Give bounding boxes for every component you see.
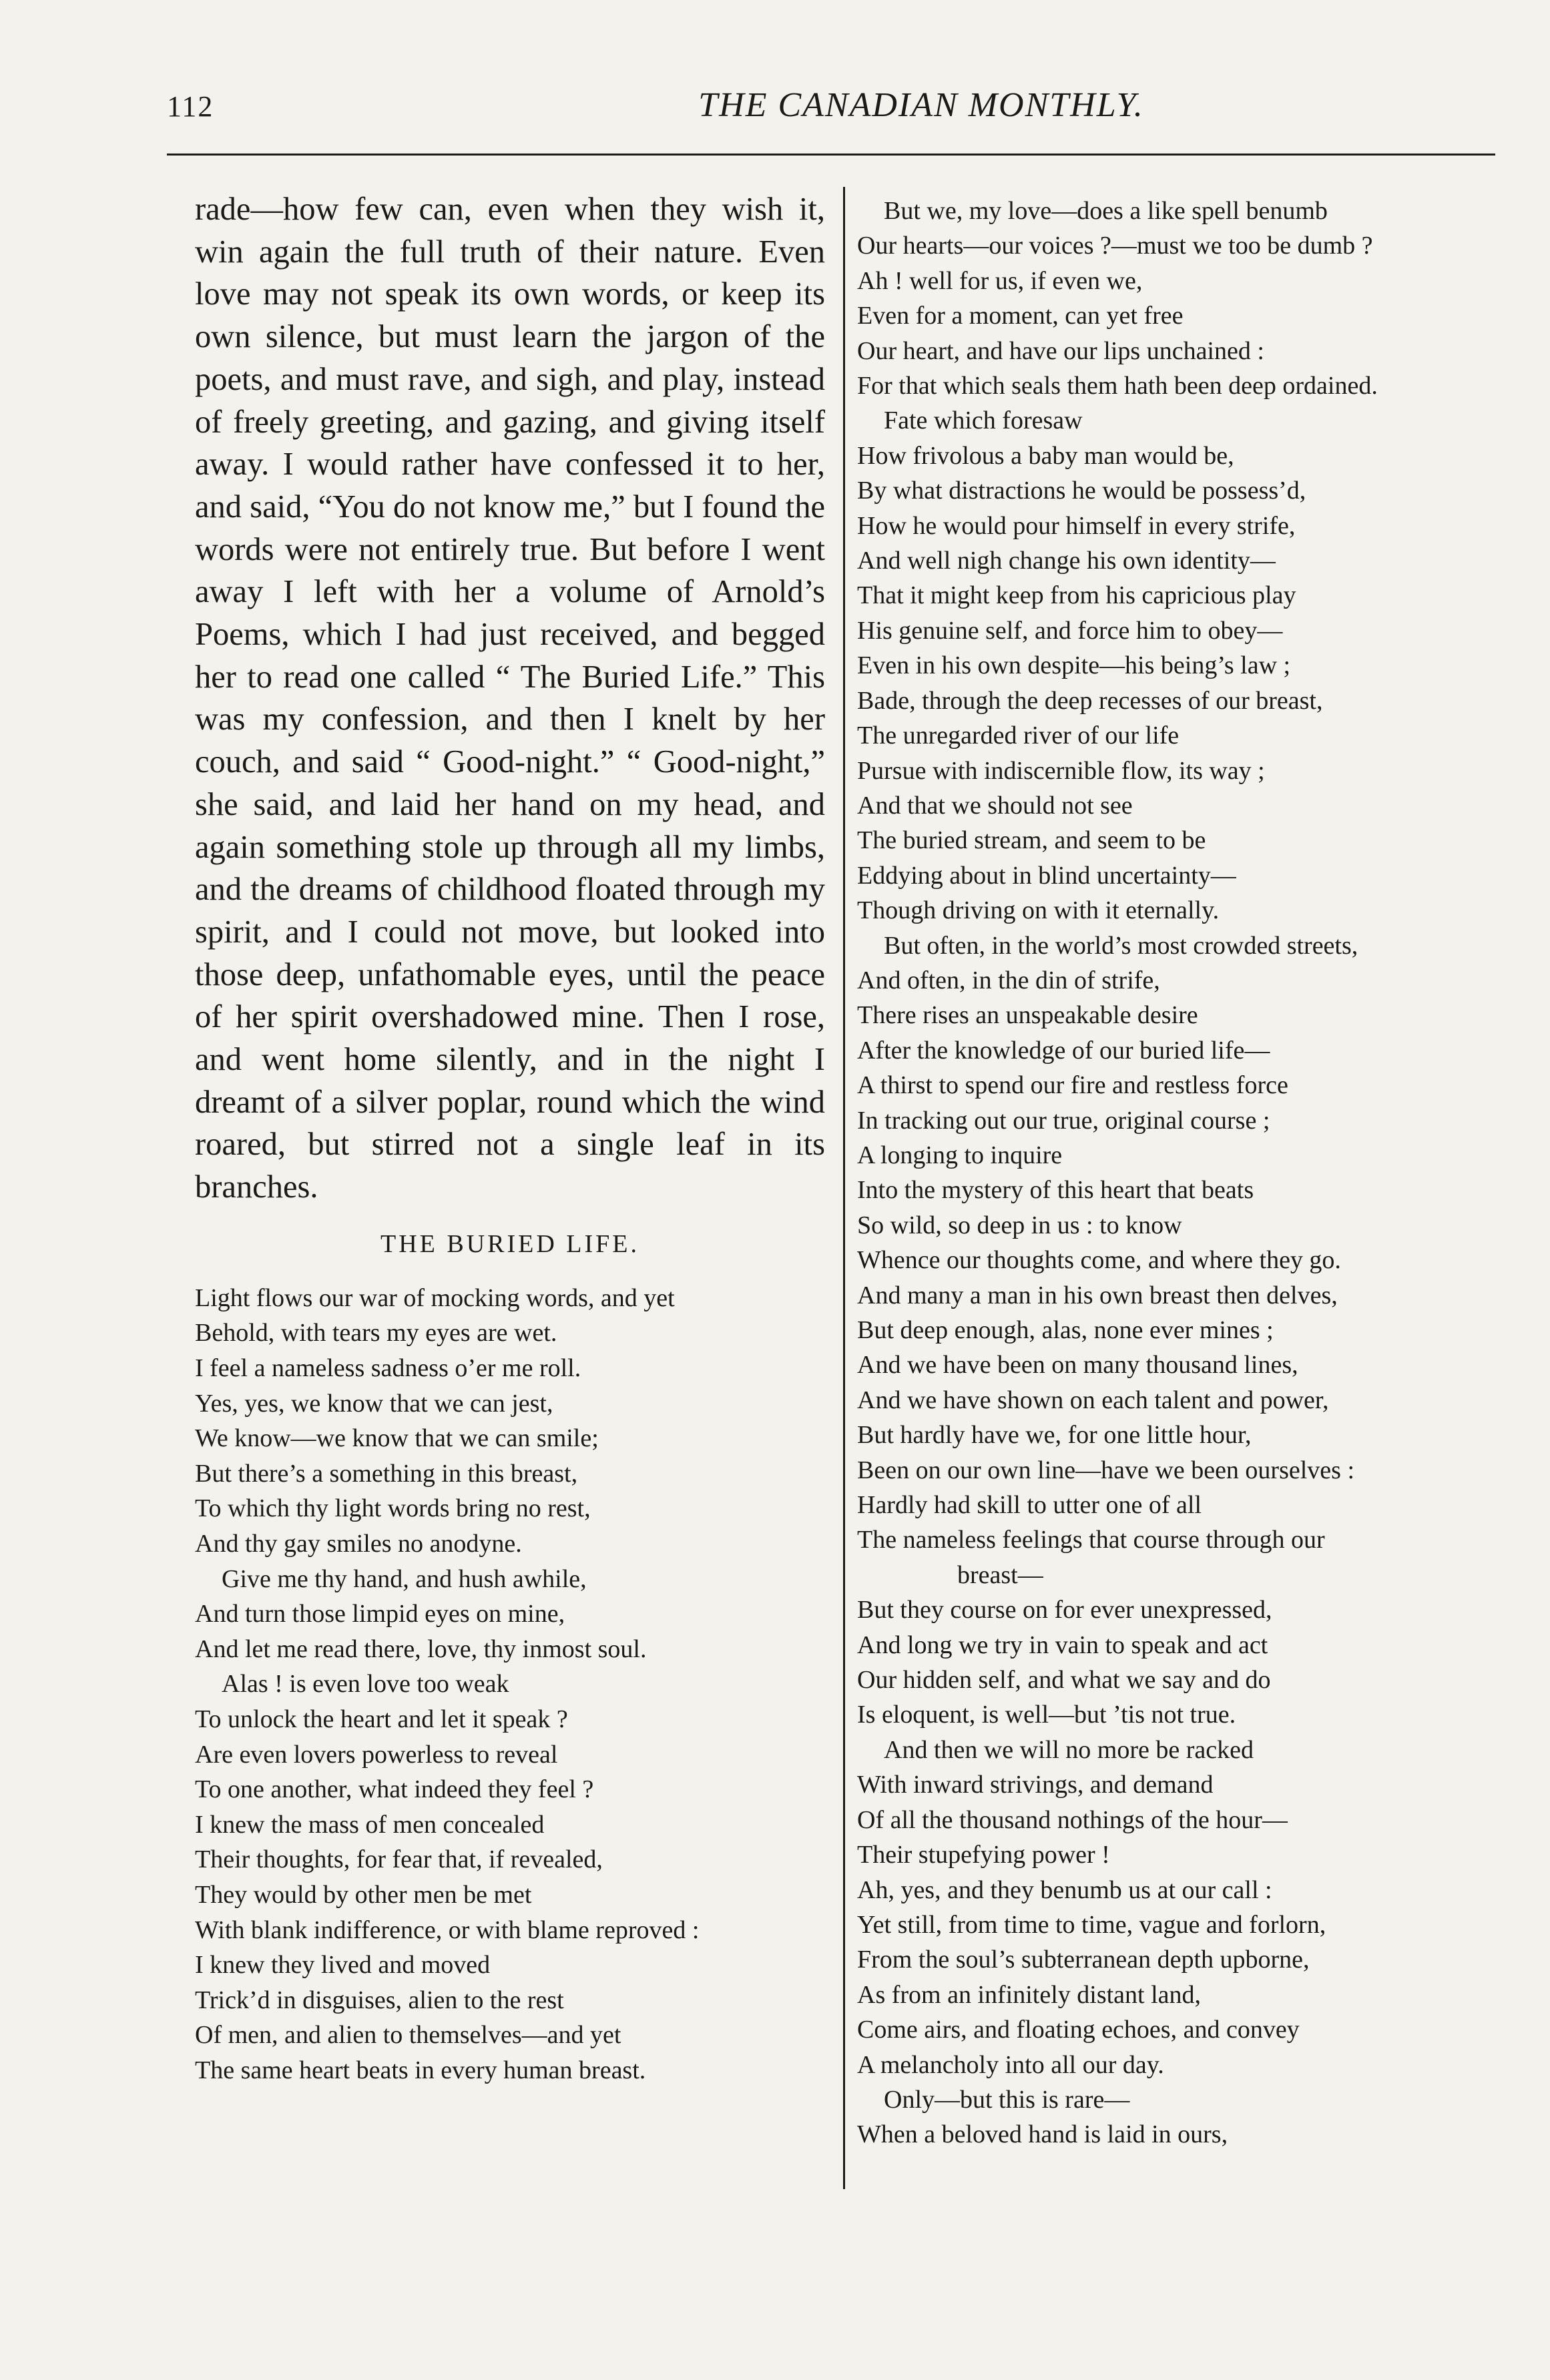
poem-line: And well nigh change his own identity— bbox=[857, 547, 1276, 575]
poem-line: The nameless feelings that course through our bbox=[857, 1526, 1325, 1554]
poem-line: But there’s a something in this breast, bbox=[195, 1459, 578, 1488]
poem-line: A thirst to spend our fire and restless force bbox=[857, 1071, 1288, 1100]
poem-line: Even in his own despite—his being’s law ; bbox=[857, 651, 1291, 680]
poem-line: Is eloquent, is well—but ’tis not true. bbox=[857, 1701, 1236, 1729]
poem-line: Bade, through the deep recesses of our breast, bbox=[857, 686, 1323, 715]
poem-line: Light flows our war of mocking words, and yet bbox=[195, 1283, 675, 1312]
poem-line: A melancholy into all our day. bbox=[857, 2050, 1164, 2079]
poem-line: Their thoughts, for fear that, if revealed, bbox=[195, 1845, 603, 1874]
poem-line: And then we will no more be racked bbox=[884, 1735, 1254, 1764]
left-column bbox=[195, 188, 825, 2088]
poem-line: Are even lovers powerless to reveal bbox=[195, 1740, 558, 1769]
poem-line: Trick’d in disguises, alien to the rest bbox=[195, 1986, 564, 2014]
poem-line: And thy gay smiles no anodyne. bbox=[195, 1530, 522, 1558]
poem-line: Yet still, from time to time, vague and forlorn, bbox=[857, 1910, 1326, 1939]
poem-title: THE BURIED LIFE. bbox=[380, 1229, 640, 1258]
poem-line: A longing to inquire bbox=[857, 1141, 1063, 1169]
poem-line: Whence our thoughts come, and where they go. bbox=[857, 1246, 1341, 1275]
poem-line: But often, in the world’s most crowded streets, bbox=[884, 931, 1358, 960]
poem-line: And turn those limpid eyes on mine, bbox=[195, 1600, 565, 1628]
poem-line: Ah, yes, and they benumb us at our call : bbox=[857, 1875, 1272, 1904]
poem-line: Our hearts—our voices ?—must we too be dumb ? bbox=[857, 232, 1373, 260]
poem-line: Give me thy hand, and hush awhile, bbox=[222, 1564, 587, 1593]
poem-line: The same heart beats in every human breast. bbox=[195, 2056, 646, 2084]
poem-line: His genuine self, and force him to obey— bbox=[857, 616, 1283, 645]
poem-line: That it might keep from his capricious play bbox=[857, 581, 1296, 610]
poem-line: So wild, so deep in us : to know bbox=[857, 1211, 1182, 1239]
poem-line: Yes, yes, we know that we can jest, bbox=[195, 1389, 553, 1418]
poem-line: After the knowledge of our buried life— bbox=[857, 1036, 1270, 1065]
poem-line: To which thy light words bring no rest, bbox=[195, 1494, 591, 1523]
poem-line: But deep enough, alas, none ever mines ; bbox=[857, 1316, 1274, 1344]
poem-line: How he would pour himself in every strife, bbox=[857, 511, 1296, 540]
poem-line: Only—but this is rare— bbox=[884, 2085, 1130, 2114]
poem-line: Even for a moment, can yet free bbox=[857, 302, 1184, 330]
poem-line: And we have been on many thousand lines, bbox=[857, 1351, 1298, 1380]
prose-paragraph: rade—how few can, even when they wish it, win again the full truth of their nature. Even love may not speak its own words, or keep its own silence, but must learn the jargon of the poets, and must rave, and sigh, and play, instead of freely greeting, and gazing, and giving itself away. I would rather have confessed it to her, and said, “You do not know me,” but I found the words were not entirely true. But before I went away I left with her a volume of Arnold’s Poems, which I had just received, and begged her to read one called “ The Buried Life.” This was my confession, and then I knelt by her couch, and said “ Good-night.” “ Good-night,” she said, and laid her hand on my head, and again something stole up through all my limbs, and the dreams of childhood floated through my spirit, and I could not move, but looked into those deep, unfathomable eyes, until the peace of her spirit overshadowed mine. Then I rose, and went home silently, and in the night I dreamt of a silver poplar, round which the wind roared, but stirred not a single leaf in its branches. bbox=[195, 192, 825, 1205]
running-title: THE CANADIAN MONTHLY. bbox=[698, 86, 1144, 124]
poem-stanza-right bbox=[857, 194, 1491, 2152]
poem-line: I feel a nameless sadness o’er me roll. bbox=[195, 1354, 581, 1383]
poem-line: But we, my love—does a like spell benumb bbox=[884, 197, 1328, 225]
page-number: 112 bbox=[167, 90, 214, 123]
poem-line: Hardly had skill to utter one of all bbox=[857, 1491, 1202, 1520]
poem-line: And often, in the din of strife, bbox=[857, 966, 1160, 994]
poem-line: They would by other men be met bbox=[195, 1880, 532, 1909]
poem-line: Behold, with tears my eyes are wet. bbox=[195, 1319, 557, 1348]
poem-line: How frivolous a baby man would be, bbox=[857, 441, 1234, 470]
poem-line: And long we try in vain to speak and act bbox=[857, 1630, 1268, 1659]
poem-line: Fate which foresaw bbox=[884, 406, 1083, 435]
poem-line: In tracking out our true, original course ; bbox=[857, 1106, 1270, 1135]
poem-line: Ah ! well for us, if even we, bbox=[857, 266, 1143, 295]
poem-line: Our heart, and have our lips unchained : bbox=[857, 336, 1264, 365]
poem-line: Of men, and alien to themselves—and yet bbox=[195, 2021, 621, 2050]
poem-line: From the soul’s subterranean depth upborne, bbox=[857, 1946, 1310, 1974]
poem-line: And let me read there, love, thy inmost soul. bbox=[195, 1634, 647, 1663]
poem-line: Into the mystery of this heart that beats bbox=[857, 1176, 1254, 1205]
poem-line: I knew they lived and moved bbox=[195, 1951, 491, 1980]
poem-line: For that which seals them hath been deep ordained. bbox=[857, 372, 1378, 400]
poem-line: By what distractions he would be possess’d, bbox=[857, 477, 1306, 505]
poem-line: To unlock the heart and let it speak ? bbox=[195, 1705, 568, 1733]
poem-line: Been on our own line—have we been ourselves : bbox=[857, 1456, 1355, 1484]
poem-line: And many a man in his own breast then delves, bbox=[857, 1281, 1338, 1309]
header-rule bbox=[167, 154, 1495, 156]
poem-line: Our hidden self, and what we say and do bbox=[857, 1666, 1271, 1695]
poem-line: Eddying about in blind uncertainty— bbox=[857, 861, 1236, 890]
poem-line: But hardly have we, for one little hour, bbox=[857, 1421, 1252, 1450]
poem-line: When a beloved hand is laid in ours, bbox=[857, 2120, 1228, 2149]
poem-line: There rises an unspeakable desire bbox=[857, 1001, 1198, 1030]
poem-line: Come airs, and floating echoes, and convey bbox=[857, 2016, 1300, 2044]
poem-line: To one another, what indeed they feel ? bbox=[195, 1775, 594, 1804]
poem-line: The unregarded river of our life bbox=[857, 721, 1180, 750]
right-column bbox=[857, 194, 1491, 2152]
poem-line: Their stupefying power ! bbox=[857, 1841, 1110, 1869]
poem-line: breast— bbox=[957, 1560, 1043, 1589]
poem-line: The buried stream, and seem to be bbox=[857, 826, 1206, 855]
poem-line: Alas ! is even love too weak bbox=[222, 1670, 509, 1699]
poem-line: With inward strivings, and demand bbox=[857, 1771, 1214, 1799]
poem-line: Though driving on with it eternally. bbox=[857, 896, 1220, 925]
poem-line: But they course on for ever unexpressed, bbox=[857, 1596, 1272, 1624]
poem-line: Pursue with indiscernible flow, its way ; bbox=[857, 756, 1265, 785]
column-divider bbox=[843, 187, 845, 2189]
poem-line: I knew the mass of men concealed bbox=[195, 1810, 545, 1839]
poem-stanza-left bbox=[195, 1281, 825, 2088]
poem-line: Of all the thousand nothings of the hour— bbox=[857, 1805, 1288, 1834]
page-header bbox=[167, 85, 1495, 139]
poem-line: And that we should not see bbox=[857, 791, 1133, 820]
poem-line: As from an infinitely distant land, bbox=[857, 1980, 1202, 2009]
poem-line: We know—we know that we can smile; bbox=[195, 1424, 599, 1453]
poem-line: And we have shown on each talent and power, bbox=[857, 1386, 1329, 1414]
poem-line: With blank indifference, or with blame reproved : bbox=[195, 1915, 700, 1944]
